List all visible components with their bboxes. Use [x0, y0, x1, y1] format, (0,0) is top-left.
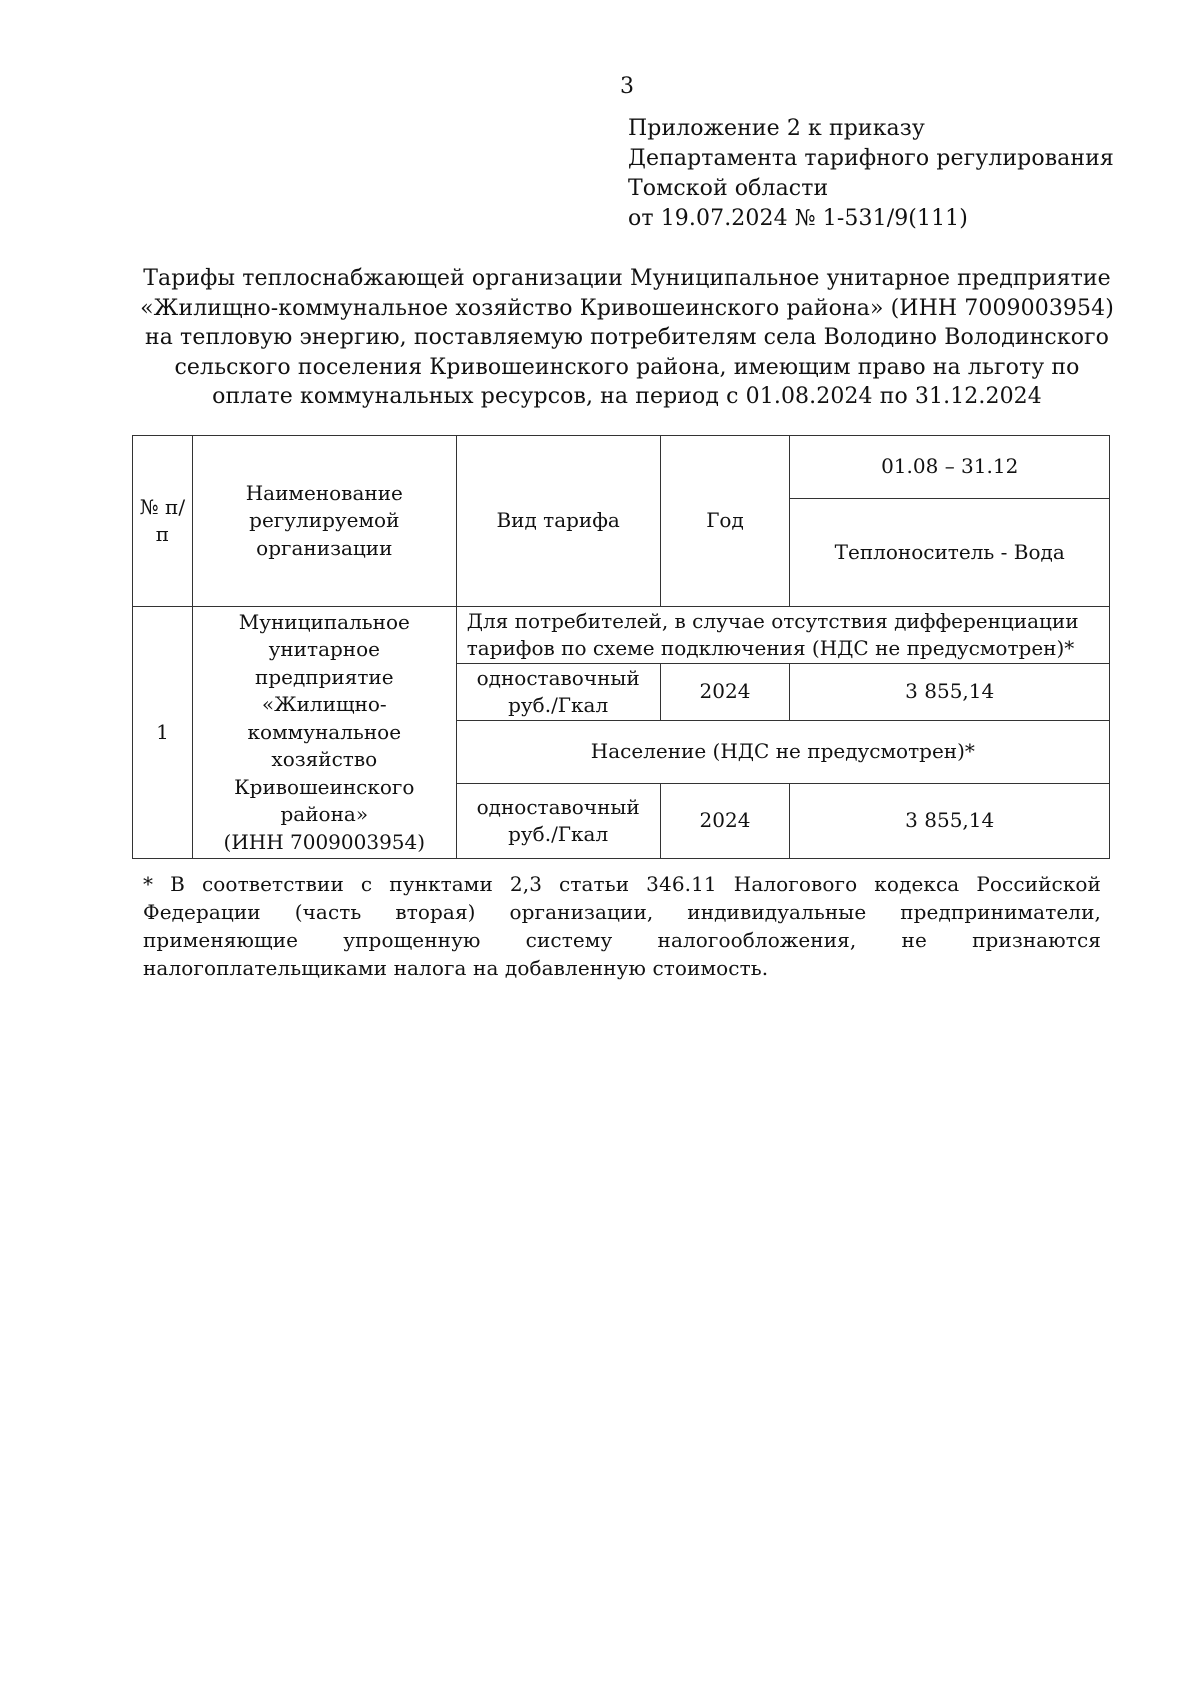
row-number: 1 [133, 607, 193, 859]
org-line: района» [280, 802, 369, 827]
tariff-type-line-2: руб./Гкал [508, 693, 609, 717]
section-consumers: Для потребителей, в случае отсутствия дифференциации тарифов по схеме подключения (НДС не предусмотрен)* [456, 607, 1109, 664]
tariff-type-line-2: руб./Гкал [508, 822, 609, 846]
tariff-value-cell: 3 855,14 [790, 664, 1110, 721]
header-coolant-label: Теплоноситель - Вода [834, 539, 1065, 564]
table-row [133, 607, 1110, 664]
page-number: 3 [620, 74, 635, 99]
header-tariff-type [456, 436, 660, 607]
tariff-value-cell: 3 855,14 [790, 784, 1110, 859]
header-period [790, 436, 1110, 499]
tariff-type-cell [456, 664, 660, 721]
footnote: * В соответствии с пунктами 2,3 статьи 346.11 Налогового кодекса Российской Федерации (часть вторая) организации, индивидуальные предприниматели, применяющие упрощенную систему налогообложения, не признаются налогоплательщиками налога на добавленную стоимость. [143, 872, 1101, 980]
org-line: (ИНН 7009003954) [223, 829, 426, 854]
row-organization [192, 607, 456, 859]
header-organization [192, 436, 456, 607]
tariff-table [132, 435, 1110, 859]
appendix-line-3: Томской области [628, 176, 829, 201]
header-coolant [790, 499, 1110, 607]
header-year-label: Год [706, 508, 744, 533]
header-number-label: № п/п [139, 494, 186, 546]
year-cell: 2024 [660, 784, 790, 859]
tariff-type-cell [456, 784, 660, 859]
org-line: коммунальное [247, 719, 402, 744]
appendix-header [628, 114, 1114, 234]
org-line: «Жилищно- [261, 692, 387, 717]
header-tariff-type-label: Вид тарифа [496, 508, 620, 533]
table-header-row [133, 436, 1110, 499]
header-year [660, 436, 790, 607]
appendix-line-1: Приложение 2 к приказу [628, 116, 925, 141]
org-line: предприятие [255, 664, 394, 689]
tariff-type-line-1: одноставочный [476, 665, 640, 690]
section-population: Население (НДС не предусмотрен)* [456, 721, 1109, 784]
header-organization-label: Наименование регулируемой организации [245, 480, 403, 560]
appendix-line-4: от 19.07.2024 № 1-531/9(111) [628, 206, 968, 231]
header-period-label: 01.08 – 31.12 [881, 454, 1019, 479]
org-line: Кривошеинского [234, 774, 415, 799]
org-line: хозяйство [271, 747, 378, 772]
tariff-type-line-1: одноставочный [476, 794, 640, 819]
header-number [133, 436, 193, 607]
document-title: Тарифы теплоснабжающей организации Муниципальное унитарное предприятие «Жилищно-коммунальное хозяйство Кривошеинского района» (ИНН 7009003954) на тепловую энергию, поставляемую потребителям села Володино Володинского сельского поселения Кривошеинского района, имеющим право на льготу по оплате коммунальных ресурсов, на период с 01.08.2024 по 31.12.2024 [140, 266, 1114, 410]
org-line: Муниципальное [238, 609, 410, 634]
org-line: унитарное [268, 637, 381, 662]
appendix-line-2: Департамента тарифного регулирования [628, 146, 1114, 171]
year-cell: 2024 [660, 664, 790, 721]
